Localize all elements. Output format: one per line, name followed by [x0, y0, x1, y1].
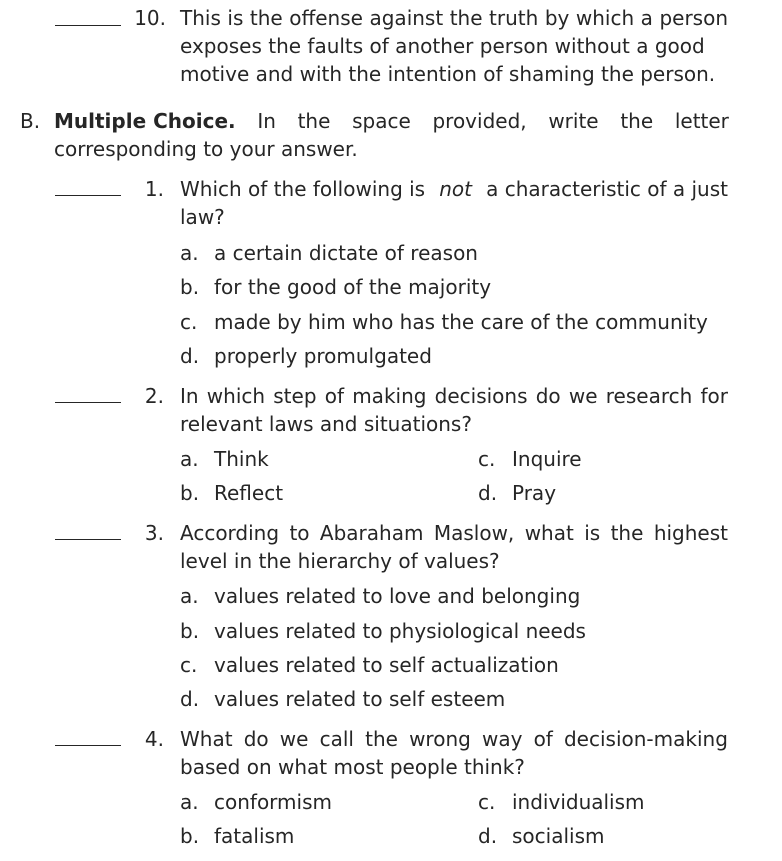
section-heading: Multiple Choice.	[54, 109, 236, 133]
option-letter: d.	[478, 481, 498, 505]
question-1-text	[180, 175, 728, 231]
question-3-line-2: level in the hierarchy of values?	[180, 549, 500, 573]
section-instruction-line-1: Multiple Choice. In the space provided, write the letter	[54, 109, 729, 133]
section-instruction-line-2: corresponding to your answer.	[54, 137, 358, 161]
item-number: 10.	[134, 6, 166, 30]
question-4-line-1: What do we call the wrong way of decision-making	[180, 727, 728, 751]
option-text: Think	[214, 447, 269, 471]
option-letter: b.	[180, 481, 200, 505]
option-letter: d.	[180, 687, 200, 711]
question-number: 1.	[144, 177, 164, 201]
question-1-line-2: law?	[180, 205, 225, 229]
option-text: socialism	[512, 824, 605, 848]
option-text: Inquire	[512, 447, 582, 471]
question-number: 2.	[144, 384, 164, 408]
question-2-text	[180, 382, 728, 438]
question-2-line-2: relevant laws and situations?	[180, 412, 472, 436]
option-text: Reflect	[214, 481, 284, 505]
option-text: fatalism	[214, 824, 295, 848]
option-text: Pray	[512, 481, 557, 505]
question-3-text	[180, 519, 728, 575]
question-4-line-2: based on what most people think?	[180, 755, 525, 779]
option-text: individualism	[512, 790, 645, 814]
option-letter: a.	[180, 584, 199, 608]
option-text: values related to love and belonging	[214, 584, 581, 608]
option-letter: a.	[180, 447, 199, 471]
item-10-text	[180, 4, 728, 88]
answer-blank-item-10[interactable]	[55, 25, 121, 26]
option-letter: b.	[180, 824, 200, 848]
item-10-line-2: exposes the faults of another person without a good	[180, 34, 705, 58]
option-letter: c.	[180, 653, 198, 677]
option-text: properly promulgated	[214, 344, 432, 368]
option-text: values related to physiological needs	[214, 619, 586, 643]
question-1-line-1: Which of the following is not a characteristic of a just	[180, 177, 728, 201]
answer-blank-q2[interactable]	[55, 402, 121, 403]
question-number: 4.	[144, 727, 164, 751]
question-number: 3.	[144, 521, 164, 545]
answer-blank-q4[interactable]	[55, 745, 121, 746]
section-letter: B.	[20, 109, 41, 133]
option-text: conformism	[214, 790, 332, 814]
option-letter: d.	[478, 824, 498, 848]
option-letter: d.	[180, 344, 200, 368]
answer-blank-q1[interactable]	[55, 195, 121, 196]
option-letter: a.	[180, 790, 199, 814]
answer-blank-q3[interactable]	[55, 539, 121, 540]
item-10-line-3: motive and with the intention of shaming the person.	[180, 62, 716, 86]
option-text: values related to self esteem	[214, 687, 506, 711]
question-3-line-1: According to Abaraham Maslow, what is the highest	[180, 521, 728, 545]
option-letter: c.	[478, 790, 496, 814]
option-letter: a.	[180, 241, 199, 265]
option-text: a certain dictate of reason	[214, 241, 478, 265]
option-text: for the good of the majority	[214, 275, 492, 299]
item-10-line-1: This is the offense against the truth by which a person	[180, 6, 728, 30]
option-letter: c.	[180, 310, 198, 334]
option-letter: c.	[478, 447, 496, 471]
option-letter: b.	[180, 619, 200, 643]
question-2-line-1: In which step of making decisions do we research for	[180, 384, 728, 408]
option-text: values related to self actualization	[214, 653, 559, 677]
question-4-text	[180, 725, 728, 781]
option-text: made by him who has the care of the community	[214, 310, 708, 334]
option-letter: b.	[180, 275, 200, 299]
